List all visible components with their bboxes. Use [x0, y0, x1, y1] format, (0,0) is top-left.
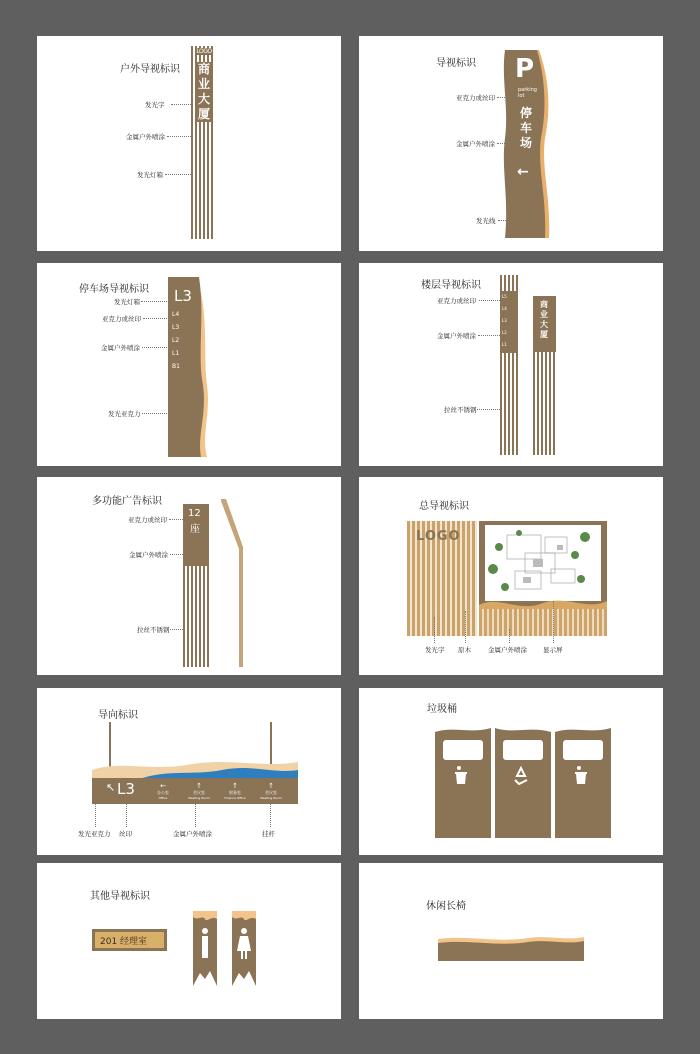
label-luminous-acrylic: 发光亚克力 — [78, 830, 111, 838]
panel-title: 导向标识 — [98, 710, 138, 721]
floor-item: L1 — [172, 350, 180, 357]
arrow-up-icon: ↑ — [268, 782, 274, 790]
leader-line — [553, 601, 554, 643]
floor-item: L2 — [502, 330, 507, 335]
leader-line — [143, 318, 167, 319]
leader-line — [167, 136, 193, 137]
panel-master-directory — [359, 477, 663, 675]
arrow-left-icon: ← — [517, 164, 529, 180]
leader-line — [434, 617, 435, 643]
label-silkscreen: 丝印 — [119, 830, 132, 838]
panel-outdoor-sign — [37, 36, 341, 251]
panel-title: 其他导视标识 — [90, 891, 150, 902]
leader-line — [497, 97, 515, 98]
leader-line — [479, 300, 500, 301]
arrow-icon: ← — [160, 782, 166, 790]
directory-logo: LOGO — [416, 529, 461, 544]
trash-bins-graphic — [435, 726, 613, 840]
floor-item: L4 — [502, 306, 507, 311]
wood-slats-base — [479, 609, 607, 636]
leader-line — [509, 629, 510, 643]
panel-title: 户外导视标识 — [120, 64, 180, 75]
label-brushed-steel: 拉丝不锈钢 — [137, 626, 170, 634]
leader-line — [478, 335, 500, 336]
item-english: Office — [158, 796, 168, 800]
label-metal-paint: 金属户外喷涂 — [173, 830, 212, 838]
building-number: 12 — [188, 508, 201, 519]
label-metal-paint: 金属户外喷涂 — [488, 646, 527, 654]
label-light-box: 发光灯箱 — [137, 171, 163, 179]
leader-line — [497, 143, 515, 144]
sign-floor-number: L3 — [174, 287, 192, 305]
label-luminous-letters: 发光字 — [145, 101, 165, 109]
label-luminous-letters: 发光字 — [425, 646, 445, 654]
floor-item: L3 — [172, 324, 180, 331]
direction-item — [221, 782, 249, 800]
arrow-up-icon: ↑ — [232, 782, 238, 790]
panel-title: 总导视标识 — [419, 501, 469, 512]
panel-title: 垃圾桶 — [427, 704, 457, 715]
building-unit: 座 — [190, 524, 200, 535]
arrow-up-icon: ↑ — [196, 782, 202, 790]
label-metal-paint: 金属户外喷涂 — [126, 133, 165, 141]
male-icon — [202, 928, 208, 934]
female-restroom-sign — [232, 911, 256, 986]
floor-item: B1 — [172, 363, 180, 370]
bench-graphic — [438, 935, 584, 963]
direction-item — [257, 782, 285, 800]
leader-line — [169, 519, 183, 520]
leader-line — [170, 554, 183, 555]
floor-list — [172, 311, 194, 370]
sign-building-name: 商业大厦 — [540, 300, 548, 339]
panel-title: 多功能广告标识 — [92, 496, 162, 507]
leader-line — [270, 804, 271, 827]
panel-floor-guide — [359, 263, 663, 466]
leader-line — [141, 301, 167, 302]
item-name: 财务室 — [229, 790, 241, 795]
label-light-box: 发光灯箱 — [114, 298, 140, 306]
leader-line — [465, 611, 466, 643]
door-plate — [92, 929, 167, 951]
floor-list — [502, 294, 507, 347]
label-acrylic: 亚克力或丝印 — [456, 94, 495, 102]
leader-line — [126, 804, 127, 827]
direction-item — [149, 782, 177, 800]
item-english: Meeting Room — [188, 796, 210, 800]
item-name: 办公室 — [157, 790, 169, 795]
label-brushed-steel: 拉丝不锈钢 — [444, 406, 477, 414]
panel-directional-sign — [37, 688, 341, 855]
parking-letter: P — [515, 54, 535, 84]
label-wood: 原木 — [458, 646, 471, 654]
panel-title: 休闲长椅 — [426, 901, 466, 912]
panel-advertising-sign — [37, 477, 341, 675]
label-acrylic: 亚克力或丝印 — [128, 516, 167, 524]
direction-item — [185, 782, 213, 800]
panel-title: 楼层导视标识 — [421, 280, 481, 291]
item-name: 会议室 — [193, 790, 205, 795]
label-metal-paint: 金属户外喷涂 — [437, 332, 476, 340]
leader-line — [170, 629, 183, 630]
panel-trash-bins — [359, 688, 663, 855]
floor-item: L3 — [502, 318, 507, 323]
item-name: 会议室 — [265, 790, 277, 795]
label-metal-paint: 金属户外喷涂 — [456, 140, 495, 148]
label-metal-paint: 金属户外喷涂 — [129, 551, 168, 559]
item-english: Finance Office — [224, 796, 246, 800]
floor-item: L1 — [502, 342, 507, 347]
panel-title: 导视标识 — [436, 58, 476, 69]
leader-line — [165, 174, 193, 175]
label-luminous-acrylic: 发光亚克力 — [108, 410, 141, 418]
floor-item: L2 — [172, 337, 180, 344]
leader-line — [477, 409, 500, 410]
panel-guide-sign — [359, 36, 663, 251]
floor-item: L5 — [502, 294, 507, 299]
sign-logo: LOGO — [196, 48, 212, 55]
panel-bench — [359, 863, 663, 1019]
label-light-line: 发光线 — [476, 217, 496, 225]
leader-line — [95, 804, 96, 827]
item-glyph: ↖ — [106, 781, 116, 794]
label-metal-paint: 金属户外喷涂 — [101, 344, 140, 352]
restroom-signs-graphic — [192, 909, 262, 989]
female-icon — [241, 928, 247, 934]
door-plate-text: 201 经理室 — [100, 937, 148, 947]
sign-building-name: 商业大厦 — [197, 62, 210, 121]
ad-pylon-side-view — [217, 497, 257, 672]
site-map-graphic — [485, 525, 601, 601]
floor-item: L4 — [172, 311, 180, 318]
leader-line — [142, 347, 167, 348]
panel-title: 停车场导视标识 — [79, 284, 149, 295]
leader-line — [195, 804, 196, 827]
leader-line — [171, 104, 193, 105]
parking-chinese: 停车场 — [519, 106, 532, 150]
side-profile — [221, 499, 243, 667]
label-hanging-rod: 挂杆 — [262, 830, 275, 838]
sign-floor-number: L3 — [117, 780, 135, 798]
parking-english: parking lot — [518, 87, 537, 99]
panel-other-signs — [37, 863, 341, 1019]
leader-line — [142, 413, 167, 414]
label-display-screen: 显示屏 — [543, 646, 563, 654]
item-english: Meeting Room — [260, 796, 282, 800]
male-restroom-sign — [193, 911, 217, 986]
label-acrylic: 亚克力或丝印 — [437, 297, 476, 305]
label-acrylic: 亚克力或丝印 — [102, 315, 141, 323]
panel-parking-guide — [37, 263, 341, 466]
leader-line — [498, 220, 508, 221]
